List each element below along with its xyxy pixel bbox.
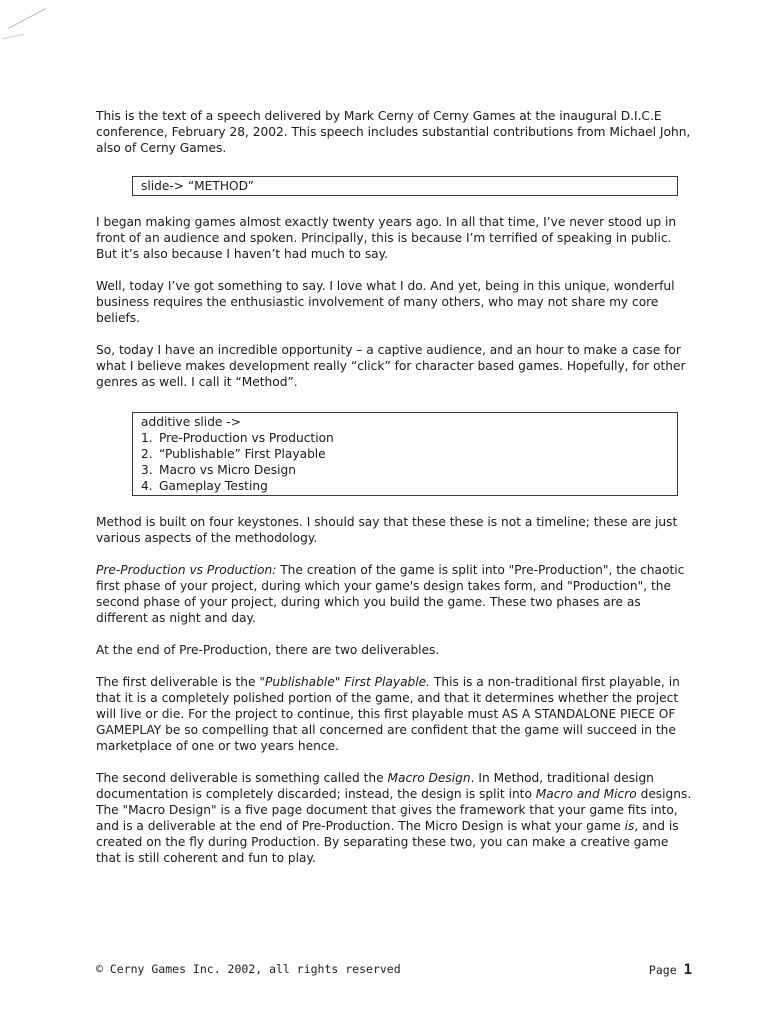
list-text: Gameplay Testing (159, 479, 268, 493)
emphasis-text: Macro Design (387, 771, 471, 785)
paragraph (96, 562, 696, 626)
paragraph (96, 770, 696, 866)
section-lead: Pre-Production vs Production: (96, 563, 277, 577)
list-text: Pre-Production vs Production (159, 431, 334, 445)
document-body (96, 108, 696, 882)
emphasis-text: "Publishable" First Playable. (259, 675, 431, 689)
keystone-list (141, 430, 669, 494)
paragraph: At the end of Pre-Production, there are two deliverables. (96, 643, 440, 657)
list-item (141, 462, 669, 478)
paragraph: Method is built on four keystones. I should say that these these is not a timeline; these are just various aspects of the methodology. (96, 515, 678, 545)
list-number: 4. (141, 479, 153, 493)
paragraph: So, today I have an incredible opportunity – a captive audience, and an hour to make a case for what I believe makes development really “click” for character based games. Hopefully, for other genres as well. I call it “Method”. (96, 343, 686, 389)
emphasis-text: Macro and Micro (535, 787, 637, 801)
page-indicator (649, 962, 692, 978)
list-number: 1. (141, 431, 153, 445)
scan-artifact (8, 8, 46, 29)
paragraph-text: , and is created on the fly during Production. By separating these two, you can make a creative game that is still coherent and fun to play. (96, 819, 679, 865)
slide-box-method (132, 176, 678, 196)
paragraph: Well, today I’ve got something to say. I love what I do. And yet, being in this unique, wonderful business requires the enthusiastic involvement of many others, who may not share my core beliefs. (96, 279, 675, 325)
scan-artifact (2, 34, 24, 40)
list-number: 2. (141, 447, 153, 461)
paragraph (96, 674, 696, 754)
slide-box-keystones (132, 412, 678, 496)
list-number: 3. (141, 463, 153, 477)
page-label: Page (648, 963, 677, 977)
paragraph-text: This is a non-traditional first playable, in that it is a completely polished portion of the game, and that it determines whether the project will live or die. For the project to continue, this first playable must AS A STANDALONE PIECE OF GAMEPLAY be so compelling that all concerned are confident that the game will succeed in the marketplace of one or two years hence. (96, 675, 680, 753)
paragraph-text: designs. The "Macro Design" is a five page document that gives the framework that your game fits into, and is a deliverable at the end of Pre-Production. The Micro Design is what your game (96, 787, 692, 833)
paragraph-text: The first deliverable is the (96, 675, 260, 689)
list-item (141, 478, 669, 494)
slide-label: slide-> “METHOD” (141, 179, 254, 193)
list-text: Macro vs Micro Design (159, 463, 296, 477)
copyright-notice: © Cerny Games Inc. 2002, all rights reserved (96, 962, 401, 976)
paragraph: I began making games almost exactly twenty years ago. In all that time, I’ve never stood up in front of an audience and spoken. Principally, this is because I’m terrified of speaking in public. But it’s also because I haven’t had much to say. (96, 215, 677, 261)
intro-paragraph: This is the text of a speech delivered by Mark Cerny of Cerny Games at the inaugural D.I.C.E conference, February 28, 2002. This speech includes substantial contributions from Michael John, also of Cerny Games. (96, 109, 691, 155)
slide-label: additive slide -> (141, 415, 241, 429)
paragraph-text: . In Method, traditional design documentation is completely discarded; instead, the design is split into (96, 771, 654, 801)
emphasis-text: is (624, 819, 635, 833)
paragraph-text: The second deliverable is something called the (96, 771, 388, 785)
paragraph-text: The creation of the game is split into "Pre-Production", the chaotic first phase of your project, during which your game's design takes form, and "Production", the second phase of your project, during which you build the game. These two phases are as different as night and day. (96, 563, 685, 625)
page-number: 1 (683, 962, 692, 978)
list-item (141, 430, 669, 446)
list-item (141, 446, 669, 462)
list-text: “Publishable” First Playable (159, 447, 326, 461)
